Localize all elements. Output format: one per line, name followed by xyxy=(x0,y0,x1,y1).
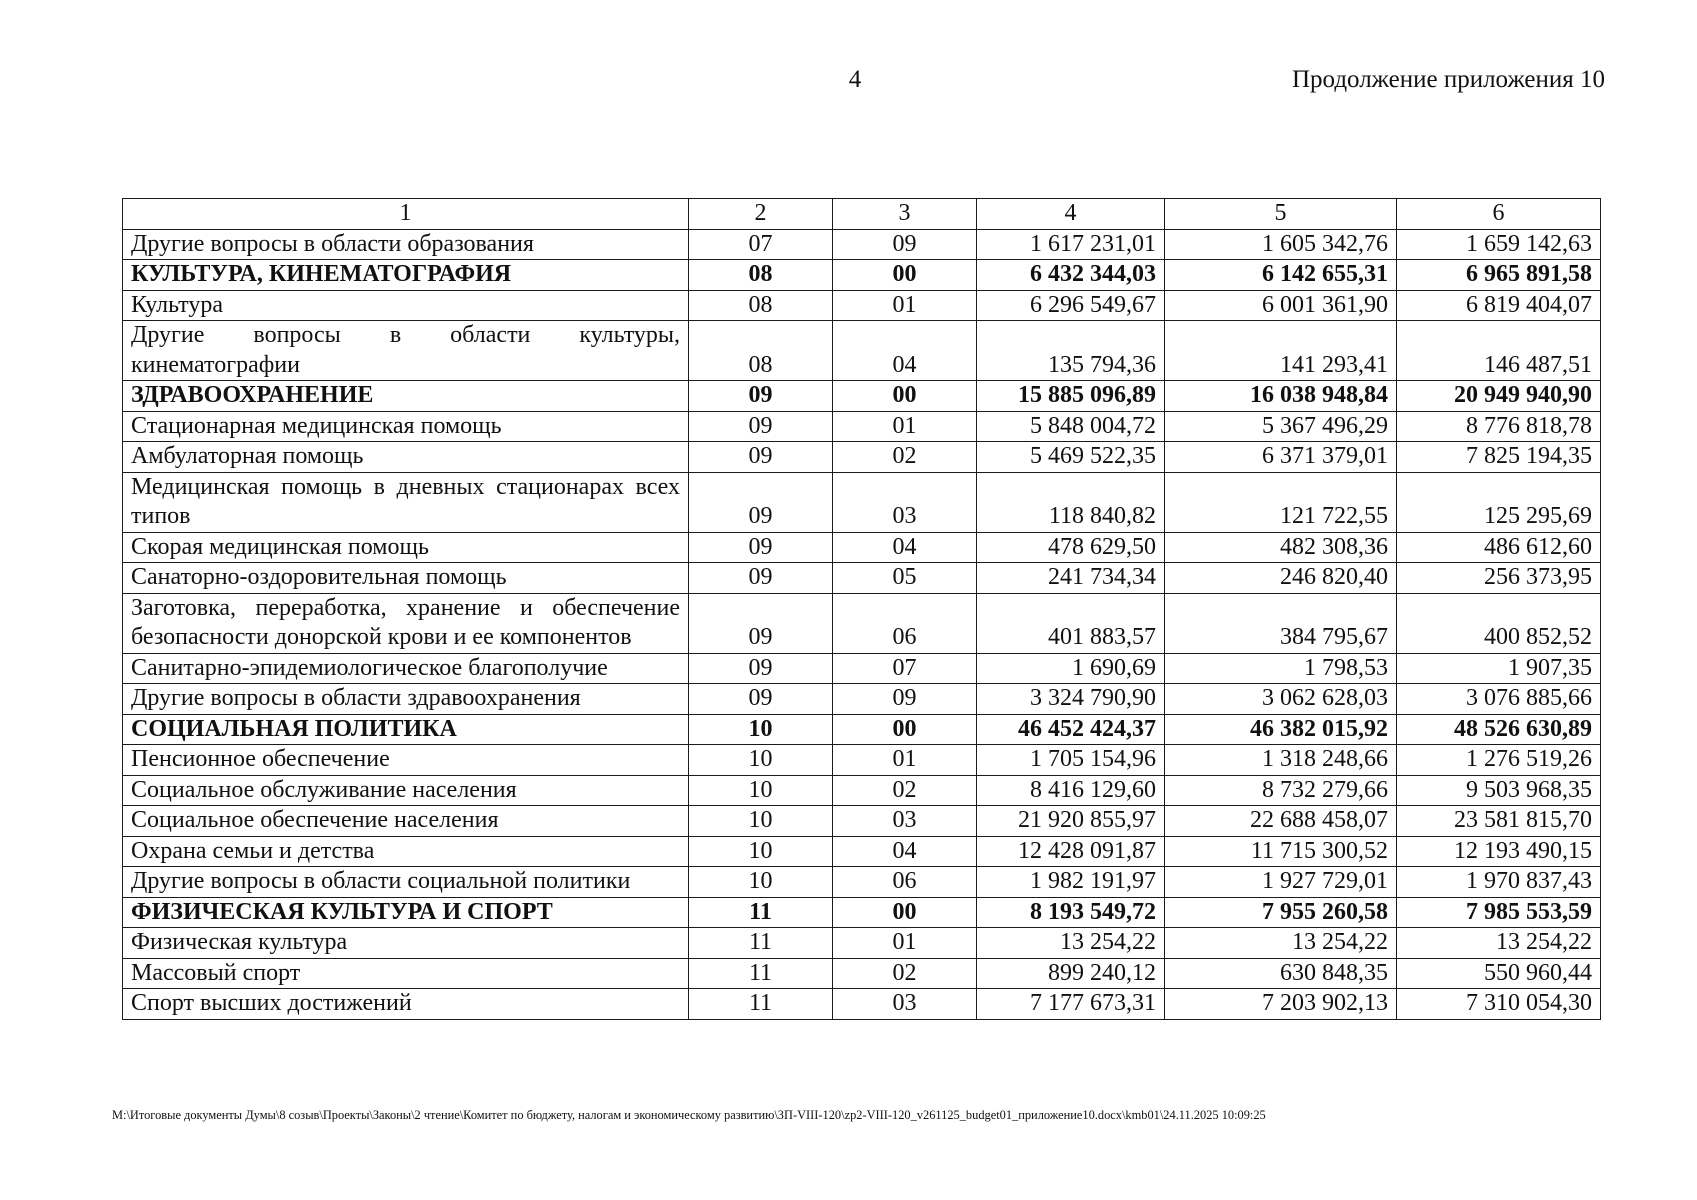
row-name: Скорая медицинская помощь xyxy=(123,532,689,563)
table-row xyxy=(123,593,1601,653)
amount-col6: 7 310 054,30 xyxy=(1397,989,1601,1020)
amount-col5: 7 203 902,13 xyxy=(1165,989,1397,1020)
amount-col4: 1 705 154,96 xyxy=(977,745,1165,776)
amount-col4: 401 883,57 xyxy=(977,593,1165,653)
amount-col6: 256 373,95 xyxy=(1397,563,1601,594)
amount-col5: 630 848,35 xyxy=(1165,958,1397,989)
table-row xyxy=(123,897,1601,928)
subsection-code: 04 xyxy=(833,836,977,867)
amount-col4: 8 193 549,72 xyxy=(977,897,1165,928)
amount-col6: 400 852,52 xyxy=(1397,593,1601,653)
table-row xyxy=(123,472,1601,532)
amount-col4: 21 920 855,97 xyxy=(977,806,1165,837)
subsection-code: 05 xyxy=(833,563,977,594)
subsection-code: 03 xyxy=(833,989,977,1020)
amount-col4: 135 794,36 xyxy=(977,321,1165,381)
amount-col6: 7 825 194,35 xyxy=(1397,442,1601,473)
amount-col5: 46 382 015,92 xyxy=(1165,714,1397,745)
column-header: 1 xyxy=(123,199,689,230)
subsection-code: 01 xyxy=(833,290,977,321)
amount-col5: 1 318 248,66 xyxy=(1165,745,1397,776)
amount-col5: 6 371 379,01 xyxy=(1165,442,1397,473)
subsection-code: 07 xyxy=(833,653,977,684)
section-code: 11 xyxy=(689,958,833,989)
amount-col5: 16 038 948,84 xyxy=(1165,381,1397,412)
table-row xyxy=(123,745,1601,776)
amount-col5: 8 732 279,66 xyxy=(1165,775,1397,806)
table-row xyxy=(123,653,1601,684)
section-code: 10 xyxy=(689,775,833,806)
table-header-row xyxy=(123,199,1601,230)
amount-col6: 8 776 818,78 xyxy=(1397,411,1601,442)
amount-col5: 6 001 361,90 xyxy=(1165,290,1397,321)
row-name: ЗДРАВООХРАНЕНИЕ xyxy=(123,381,689,412)
amount-col5: 1 605 342,76 xyxy=(1165,229,1397,260)
amount-col5: 384 795,67 xyxy=(1165,593,1397,653)
row-name: ФИЗИЧЕСКАЯ КУЛЬТУРА И СПОРТ xyxy=(123,897,689,928)
amount-col6: 125 295,69 xyxy=(1397,472,1601,532)
section-code: 09 xyxy=(689,653,833,684)
section-code: 10 xyxy=(689,836,833,867)
amount-col5: 22 688 458,07 xyxy=(1165,806,1397,837)
subsection-code: 06 xyxy=(833,593,977,653)
table-row xyxy=(123,563,1601,594)
table-row xyxy=(123,806,1601,837)
section-code: 09 xyxy=(689,381,833,412)
column-header: 2 xyxy=(689,199,833,230)
section-code: 09 xyxy=(689,472,833,532)
table-row xyxy=(123,442,1601,473)
section-code: 09 xyxy=(689,593,833,653)
section-code: 10 xyxy=(689,806,833,837)
column-header: 4 xyxy=(977,199,1165,230)
section-code: 09 xyxy=(689,411,833,442)
amount-col6: 1 659 142,63 xyxy=(1397,229,1601,260)
amount-col4: 1 617 231,01 xyxy=(977,229,1165,260)
amount-col4: 118 840,82 xyxy=(977,472,1165,532)
subsection-code: 02 xyxy=(833,442,977,473)
row-name: Социальное обеспечение населения xyxy=(123,806,689,837)
table-row xyxy=(123,321,1601,381)
amount-col6: 13 254,22 xyxy=(1397,928,1601,959)
row-name: Охрана семьи и детства xyxy=(123,836,689,867)
table-row xyxy=(123,714,1601,745)
amount-col4: 1 690,69 xyxy=(977,653,1165,684)
amount-col5: 141 293,41 xyxy=(1165,321,1397,381)
subsection-code: 09 xyxy=(833,229,977,260)
subsection-code: 04 xyxy=(833,532,977,563)
table-row xyxy=(123,260,1601,291)
amount-col6: 550 960,44 xyxy=(1397,958,1601,989)
row-name: КУЛЬТУРА, КИНЕМАТОГРАФИЯ xyxy=(123,260,689,291)
amount-col6: 6 965 891,58 xyxy=(1397,260,1601,291)
row-name: Другие вопросы в области здравоохранения xyxy=(123,684,689,715)
row-name: Физическая культура xyxy=(123,928,689,959)
amount-col6: 6 819 404,07 xyxy=(1397,290,1601,321)
amount-col4: 1 982 191,97 xyxy=(977,867,1165,898)
amount-col5: 121 722,55 xyxy=(1165,472,1397,532)
amount-col4: 6 432 344,03 xyxy=(977,260,1165,291)
amount-col4: 5 848 004,72 xyxy=(977,411,1165,442)
amount-col6: 3 076 885,66 xyxy=(1397,684,1601,715)
subsection-code: 09 xyxy=(833,684,977,715)
subsection-code: 02 xyxy=(833,775,977,806)
amount-col5: 1 927 729,01 xyxy=(1165,867,1397,898)
amount-col6: 1 970 837,43 xyxy=(1397,867,1601,898)
page-heading: Продолжение приложения 10 xyxy=(1291,66,1605,93)
section-code: 08 xyxy=(689,321,833,381)
table-row xyxy=(123,229,1601,260)
table-row xyxy=(123,381,1601,412)
row-name: Другие вопросы в области культуры, кинематографии xyxy=(123,321,689,381)
amount-col6: 486 612,60 xyxy=(1397,532,1601,563)
section-code: 11 xyxy=(689,897,833,928)
amount-col4: 899 240,12 xyxy=(977,958,1165,989)
section-code: 09 xyxy=(689,563,833,594)
amount-col6: 20 949 940,90 xyxy=(1397,381,1601,412)
section-code: 09 xyxy=(689,684,833,715)
amount-col5: 7 955 260,58 xyxy=(1165,897,1397,928)
amount-col4: 7 177 673,31 xyxy=(977,989,1165,1020)
row-name: Санаторно-оздоровительная помощь xyxy=(123,563,689,594)
section-code: 07 xyxy=(689,229,833,260)
table-row xyxy=(123,775,1601,806)
subsection-code: 02 xyxy=(833,958,977,989)
table-row xyxy=(123,867,1601,898)
amount-col4: 3 324 790,90 xyxy=(977,684,1165,715)
amount-col5: 1 798,53 xyxy=(1165,653,1397,684)
row-name: Другие вопросы в области социальной политики xyxy=(123,867,689,898)
row-name: Амбулаторная помощь xyxy=(123,442,689,473)
row-name: Спорт высших достижений xyxy=(123,989,689,1020)
row-name: Другие вопросы в области образования xyxy=(123,229,689,260)
section-code: 10 xyxy=(689,745,833,776)
footer-file-path: М:\Итоговые документы Думы\8 созыв\Проекты\Законы\2 чтение\Комитет по бюджету, налогам и экономическому развитию\ЗП-VIII-120\zp2-VIII-120_v261125_budget01_приложение10.docx\kmb01\24.11.2025 10:09:25 xyxy=(112,1108,1266,1122)
amount-col6: 48 526 630,89 xyxy=(1397,714,1601,745)
amount-col4: 15 885 096,89 xyxy=(977,381,1165,412)
amount-col5: 3 062 628,03 xyxy=(1165,684,1397,715)
amount-col5: 5 367 496,29 xyxy=(1165,411,1397,442)
section-code: 10 xyxy=(689,714,833,745)
table-row xyxy=(123,958,1601,989)
subsection-code: 03 xyxy=(833,806,977,837)
table-row xyxy=(123,411,1601,442)
amount-col6: 1 276 519,26 xyxy=(1397,745,1601,776)
row-name: Массовый спорт xyxy=(123,958,689,989)
amount-col5: 482 308,36 xyxy=(1165,532,1397,563)
row-name: СОЦИАЛЬНАЯ ПОЛИТИКА xyxy=(123,714,689,745)
subsection-code: 03 xyxy=(833,472,977,532)
row-name: Социальное обслуживание населения xyxy=(123,775,689,806)
amount-col6: 23 581 815,70 xyxy=(1397,806,1601,837)
subsection-code: 00 xyxy=(833,381,977,412)
amount-col6: 9 503 968,35 xyxy=(1397,775,1601,806)
section-code: 11 xyxy=(689,928,833,959)
section-code: 09 xyxy=(689,442,833,473)
table-row xyxy=(123,928,1601,959)
subsection-code: 00 xyxy=(833,260,977,291)
subsection-code: 01 xyxy=(833,411,977,442)
amount-col6: 7 985 553,59 xyxy=(1397,897,1601,928)
amount-col4: 13 254,22 xyxy=(977,928,1165,959)
section-code: 09 xyxy=(689,532,833,563)
amount-col4: 46 452 424,37 xyxy=(977,714,1165,745)
amount-col4: 12 428 091,87 xyxy=(977,836,1165,867)
section-code: 10 xyxy=(689,867,833,898)
table-row xyxy=(123,989,1601,1020)
amount-col5: 11 715 300,52 xyxy=(1165,836,1397,867)
budget-table xyxy=(122,198,1601,1020)
section-code: 08 xyxy=(689,260,833,291)
section-code: 08 xyxy=(689,290,833,321)
row-name: Заготовка, переработка, хранение и обеспечение безопасности донорской крови и ее компонентов xyxy=(123,593,689,653)
amount-col6: 12 193 490,15 xyxy=(1397,836,1601,867)
amount-col6: 1 907,35 xyxy=(1397,653,1601,684)
table-row xyxy=(123,290,1601,321)
amount-col5: 246 820,40 xyxy=(1165,563,1397,594)
subsection-code: 01 xyxy=(833,745,977,776)
subsection-code: 01 xyxy=(833,928,977,959)
subsection-code: 04 xyxy=(833,321,977,381)
amount-col5: 6 142 655,31 xyxy=(1165,260,1397,291)
table-row xyxy=(123,836,1601,867)
section-code: 11 xyxy=(689,989,833,1020)
subsection-code: 00 xyxy=(833,714,977,745)
row-name: Стационарная медицинская помощь xyxy=(123,411,689,442)
amount-col4: 241 734,34 xyxy=(977,563,1165,594)
row-name: Санитарно-эпидемиологическое благополучие xyxy=(123,653,689,684)
subsection-code: 06 xyxy=(833,867,977,898)
column-header: 6 xyxy=(1397,199,1601,230)
page-number: 4 xyxy=(848,66,862,93)
amount-col4: 6 296 549,67 xyxy=(977,290,1165,321)
table-row xyxy=(123,684,1601,715)
column-header: 3 xyxy=(833,199,977,230)
table-row xyxy=(123,532,1601,563)
row-name: Пенсионное обеспечение xyxy=(123,745,689,776)
row-name: Культура xyxy=(123,290,689,321)
amount-col5: 13 254,22 xyxy=(1165,928,1397,959)
amount-col4: 5 469 522,35 xyxy=(977,442,1165,473)
column-header: 5 xyxy=(1165,199,1397,230)
amount-col6: 146 487,51 xyxy=(1397,321,1601,381)
subsection-code: 00 xyxy=(833,897,977,928)
row-name: Медицинская помощь в дневных стационарах всех типов xyxy=(123,472,689,532)
amount-col4: 478 629,50 xyxy=(977,532,1165,563)
amount-col4: 8 416 129,60 xyxy=(977,775,1165,806)
